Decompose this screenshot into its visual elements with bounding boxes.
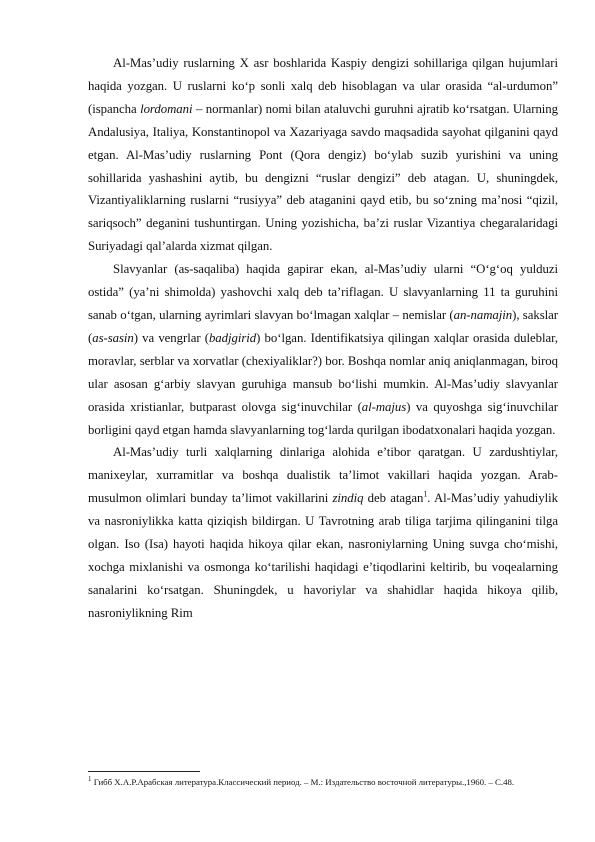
document-body xyxy=(88,52,558,625)
text-run: deb atagan xyxy=(363,491,424,506)
text-run: Slavyanlar (as-saqaliba) haqida gapirar ekan, al-Mas’udiy ularni “O‘g‘oq yulduzi ostida” (ya’ni shimolda) yashovchi xalq deb ta’riflagan. U slavyanlarning 11 ta guruhini sanab o‘tgan, ularning ayrimlari slavyan bo‘lmagan xalqlar – nemislar ( xyxy=(88,262,558,322)
italic-term: as-sasin xyxy=(92,330,134,345)
text-run: ) bo‘lgan. Identifikatsiya qilingan xalqlar orasida duleblar, moravlar, serblar va xorvatlar (chexiyaliklar?) bor. Boshqa nomlar aniq aniqlanmagan, biroq ular asosan g‘arbiy slavyan guruhiga mansub bo‘lishi mumkin. Al-Mas’udiy slavyanlar orasida xristianlar, butparast olovga sig‘inuvchilar ( xyxy=(88,330,558,414)
italic-term: an-namajin xyxy=(453,307,513,322)
footnote xyxy=(88,776,558,789)
paragraph xyxy=(88,52,558,258)
paragraph xyxy=(88,258,558,441)
text-run: ), sakslar ( xyxy=(88,307,558,345)
text-run: Al-Mas’udiy ruslarning X asr boshlarida Kaspiy dengizi sohillariga qilgan hujumlari haqida yozgan. U ruslarni ko‘p sonli xalq deb hisoblagan va ular orasida “al-urdumon” (ispancha xyxy=(88,56,558,116)
text-run: ) va vengrlar ( xyxy=(133,330,209,345)
italic-term: al-majus xyxy=(361,399,407,414)
text-run: – normanlar) nomi bilan ataluvchi guruhni ajratib ko‘rsatgan. Ularning Andalusiya, Italiya, Konstantinopol va Xazariyaga savdo maqsadida sayohat qilganini qayd etgan. Al-Mas’udiy ruslarning Pont (Qora dengiz) bo‘ylab suzib yurishini va uning sohillarida yashashini aytib, bu dengizni “ruslar dengizi” deb atagan. U, shuningdek, Vizantiyaliklarning ruslarni “rusiyya” deb ataganini qayd etib, bu so‘zning ma’nosi “qizil, sariqsoch” deganini tushuntirgan. Uning yozishicha, ba’zi ruslar Vizantiya chegaralaridagi Suriyadagi qal’alarda xizmat qilgan. xyxy=(88,101,559,254)
text-run: ) va quyoshga sig‘inuvchilar borligini qayd etgan hamda slavyanlarning tog‘larda qurilgan ibodatxonalari haqida yozgan. xyxy=(88,399,558,437)
italic-term: badjgirid xyxy=(208,330,257,345)
paragraph xyxy=(88,441,558,624)
text-run: . Al-Mas’udiy yahudiylik va nasroniylikka katta qiziqish bildirgan. U Tavrotning arab tiliga tarjima qilinganini tilga olgan. Iso (Isa) hayoti haqida hikoya qilar ekan, nasroniylarning Uning suvga cho‘mishi, xochga mixlanishi va osmonga ko‘tarilishi haqidagi e’tiqodlarini keltirib, bu voqealarning sanalarini ko‘rsatgan. Shuningdek, u havoriylar va shahidlar haqida hikoya qilib, nasroniylikning Rim xyxy=(88,491,559,620)
text-run: Al-Mas’udiy turli xalqlarning dinlariga alohida e’tibor qaratgan. U zardushtiylar, manixeylar, xurramitlar va boshqa dualistik ta’limot vakillari haqida yozgan. Arab-musulmon olimlari bunday ta’limot vakillarini xyxy=(88,445,558,506)
italic-term: lordomani xyxy=(140,101,193,116)
italic-term: zindiq xyxy=(332,491,364,506)
footnote-marker: 1 xyxy=(88,775,92,784)
footnote-separator xyxy=(88,771,200,772)
footnote-text: Гибб Х.А.Р.Арабская литература.Классический период. – М.: Издательство восточной литературы.,1960. – С.48. xyxy=(91,777,515,787)
footnote-reference: 1 xyxy=(423,489,428,499)
